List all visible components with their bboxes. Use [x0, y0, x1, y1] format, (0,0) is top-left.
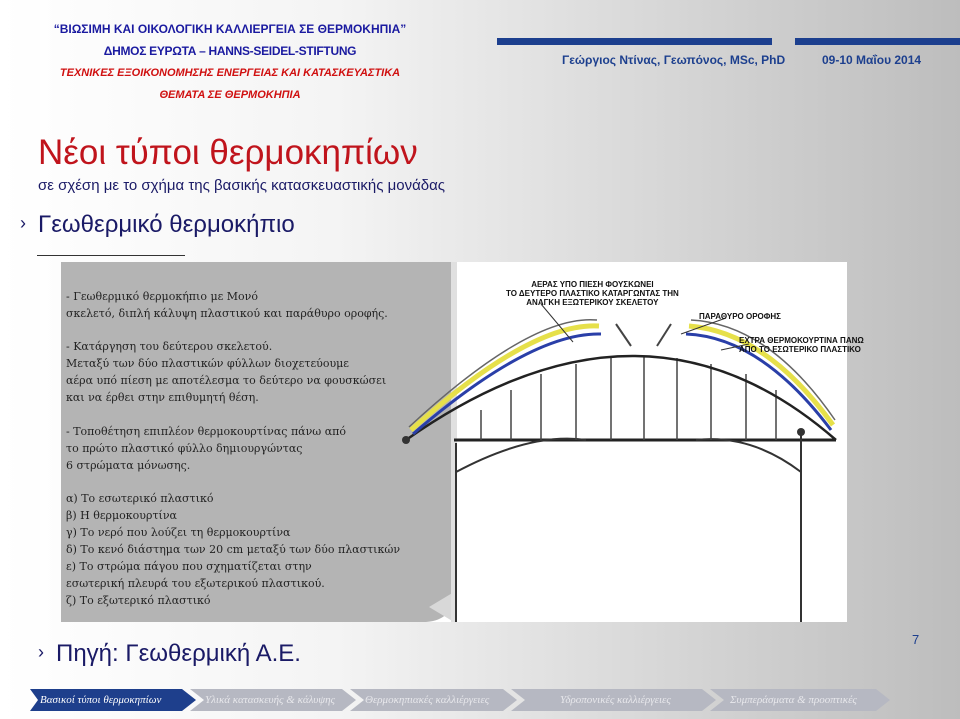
- figure-text-line: 6 στρώματα μόνωσης.: [66, 459, 191, 472]
- header-divider-bar-right: [795, 38, 960, 45]
- bullet-text: Γεωθερμικό θερμοκήπιο: [38, 211, 295, 238]
- header-project-title: “ΒΙΩΣΙΜΗ ΚΑΙ ΟΙΚΟΛΟΓΙΚΗ ΚΑΛΛΙΕΡΓΕΙΑ ΣΕ ΘΕΡΜΟΚΗΠΙΑ”: [53, 22, 407, 36]
- bullet-marker: ›: [20, 213, 26, 233]
- figure-legend-item: ε) Το στρώμα πάγου που σχηματίζεται στην: [66, 560, 312, 573]
- header-topic-line2: ΘΕΜΑΤΑ ΣΕ ΘΕΡΜΟΚΗΠΙΑ: [159, 89, 301, 101]
- label-pressurized-air: [506, 280, 679, 307]
- nav-tab-basic-types[interactable]: Βασικοί τύποι θερμοκηπίων: [40, 694, 162, 706]
- figure-text-line: και να έρθει στην επιθυμητή θέση.: [66, 391, 259, 404]
- header-divider-bar: [497, 38, 772, 45]
- bullet-item: [20, 211, 295, 239]
- slide-subtitle: σε σχέση με το σχήμα της βασικής κατασκευαστικής μονάδας: [38, 177, 446, 194]
- slide-title: Νέοι τύποι θερμοκηπίων: [38, 133, 418, 172]
- figure-text-line: σκελετό, διπλή κάλυψη πλαστικού και παράθυρο οροφής.: [66, 307, 388, 320]
- figure-text-line: Μεταξύ των δύο πλαστικών φύλλων διοχετεύουμε: [66, 357, 349, 370]
- figure-text-line: - Γεωθερμικό θερμοκήπιο με Μονό: [66, 290, 258, 303]
- figure-legend-item: γ) Το νερό που λούζει τη θερμοκουρτίνα: [66, 526, 291, 539]
- figure-text-line: αέρα υπό πίεση με αποτέλεσμα το δεύτερο να φουσκώσει: [66, 374, 387, 387]
- header-author: Γεώργιος Ντίνας, Γεωπόνος, MSc, PhD: [562, 53, 786, 67]
- source-text: Πηγή: Γεωθερμική Α.Ε.: [56, 640, 301, 667]
- header-block: [0, 18, 460, 106]
- roof-window: [616, 324, 631, 346]
- nav-tab-materials[interactable]: Υλικά κατασκευής & κάλυψης: [205, 694, 336, 706]
- page-number: 7: [912, 632, 920, 647]
- source-note: [38, 640, 301, 668]
- label-roof-window: ΠΑΡΑΘΥΡΟ ΟΡΟΦΗΣ: [699, 312, 781, 321]
- label-line: ΕΧΤΡΑ ΘΕΡΜΟΚΟΥΡΤΙΝΑ ΠΑΝΩ: [739, 336, 864, 345]
- greenhouse-figure: [61, 262, 864, 622]
- figure-text-line: το πρώτο πλαστικό φύλλο δημιουργώντας: [66, 442, 303, 455]
- figure-legend-item: α) Το εσωτερικό πλαστικό: [66, 492, 214, 505]
- nav-tab-crops[interactable]: Θερμοκηπιακές καλλιέργειες: [365, 694, 490, 706]
- label-extra-curtain: [739, 336, 864, 354]
- figure-legend-item: εσωτερική πλευρά του εξωτερικού πλαστικού.: [66, 577, 325, 590]
- bullet-underline: [37, 255, 185, 256]
- nav-tab-hydroponics[interactable]: Υδροπονικές καλλιέργειες: [560, 694, 671, 706]
- header-topic-line1: ΤΕΧΝΙΚΕΣ ΕΞΟΙΚΟΝΟΜΗΣΗΣ ΕΝΕΡΓΕΙΑΣ ΚΑΙ ΚΑΤΑΣΚΕΥΑΣΤΙΚΑ: [59, 67, 401, 79]
- figure-legend-item: ζ) Το εξωτερικό πλαστικό: [66, 594, 211, 607]
- label-line: ΑΠΟ ΤΟ ΕΣΩΤΕΡΙΚΟ ΠΛΑΣΤΙΚΟ: [739, 345, 861, 354]
- label-line: ΑΝΑΓΚΗ ΕΞΩΤΕΡΙΚΟΥ ΣΚΕΛΕΤΟΥ: [526, 298, 659, 307]
- figure-text-line: - Τοποθέτηση επιπλέον θερμοκουρτίνας πάνω από: [66, 425, 347, 438]
- header-partners: ΔΗΜΟΣ ΕΥΡΩΤΑ – HANNS-SEIDEL-STIFTUNG: [103, 44, 357, 58]
- header-date: 09-10 Μαΐου 2014: [822, 53, 922, 67]
- figure-legend-item: δ) Το κενό διάστημα των 20 cm μεταξύ των δύο πλαστικών: [66, 543, 401, 556]
- figure-legend-item: β) Η θερμοκουρτίνα: [66, 509, 177, 522]
- figure-text-line: - Κατάργηση του δεύτερου σκελετού.: [66, 340, 273, 353]
- label-line: ΑΕΡΑΣ ΥΠΟ ΠΙΕΣΗ ΦΟΥΣΚΩΝΕΙ: [531, 280, 654, 289]
- bullet-marker: ›: [38, 642, 44, 662]
- label-line: ΤΟ ΔΕΥΤΕΡΟ ΠΛΑΣΤΙΚΟ ΚΑΤΑΡΓΩΝΤΑΣ ΤΗΝ: [506, 289, 679, 298]
- nav-tab-conclusions[interactable]: Συμπεράσματα & προοπτικές: [730, 694, 857, 706]
